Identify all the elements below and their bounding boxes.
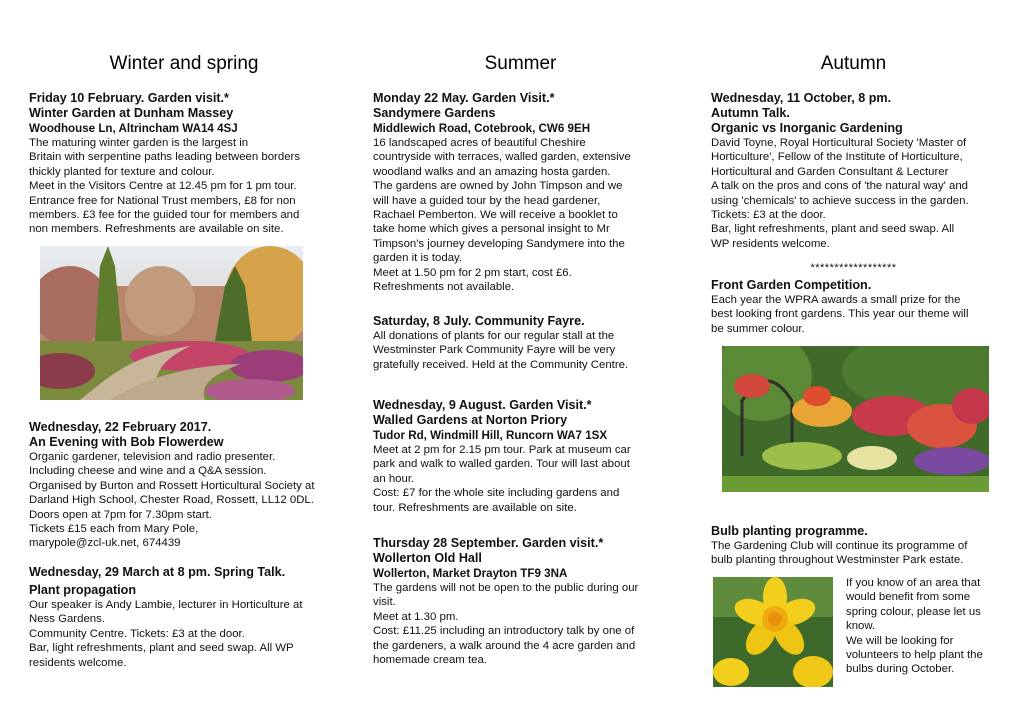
event-body: 16 landscaped acres of beautiful Cheshire countryside with terraces, walled garden, extensive woodland walks and an amazing hosta garden. The gardens are owned by John Timpson and we will have a guided tour by the head gardener, Rachael Pemberton. We will receive a booklet to take home which gives a personal insight to Mr Timpson's journey developing Sandymere into the garden it is today. Meet at 1.50 pm for 2 pm start, cost £6. Refreshments not available.	[373, 137, 631, 294]
event-dunham-massey	[29, 91, 339, 237]
event-body: David Toyne, Royal Horticultural Society 'Master of Horticulture', Fellow of the Institute of Horticulture, Horticultural and Garden Consultant & Lecturer A talk on the pros and cons of 'the natural way' and using 'chemicals' to achieve success in the garden. Tickets: £3 at the door. Bar, light refreshments, plant and seed swap. All WP residents welcome.	[711, 137, 969, 250]
event-subtitle: Wollerton Old Hall	[373, 551, 482, 565]
event-subtitle: Walled Gardens at Norton Priory	[373, 413, 568, 427]
event-sandymere	[373, 91, 668, 294]
event-body: The gardens will not be open to the public during our visit. Meet at 1.30 pm. Cost: £11.25 including an introductory talk by one of the gardeners, a walk around the 4 acre garden and homemade cream tea.	[373, 582, 639, 667]
event-title: Front Garden Competition.	[711, 278, 872, 292]
bulb-volunteer-note	[846, 576, 996, 677]
event-bob-flowerdew	[29, 420, 339, 551]
event-bulb-planting	[711, 524, 996, 568]
event-front-garden	[711, 278, 996, 336]
event-title: Wednesday, 29 March at 8 pm. Spring Talk.	[29, 565, 286, 579]
event-address: Wollerton, Market Drayton TF9 3NA	[373, 567, 568, 580]
event-body: Each year the WPRA awards a small prize for the best looking front gardens. This year our theme will be summer colour.	[711, 294, 969, 335]
event-body: Meet at 2 pm for 2.15 pm tour. Park at museum car park and walk to walled garden. Tour will last about an hour. Cost: £7 for the whole site including gardens and tour. Refreshments are available on site.	[373, 444, 631, 514]
event-address: Tudor Rd, Windmill Hill, Runcorn WA7 1SX	[373, 429, 608, 442]
event-plant-propagation	[29, 565, 339, 670]
event-body: The Gardening Club will continue its programme of bulb planting throughout Westminster Park estate.	[711, 540, 968, 567]
event-subtitle: An Evening with Bob Flowerdew	[29, 435, 224, 449]
event-subtitle: Plant propagation	[29, 583, 137, 597]
event-title: Monday 22 May. Garden Visit.*	[373, 91, 555, 105]
section-divider: ******************	[810, 262, 897, 274]
event-body: All donations of plants for our regular stall at the Westminster Park Community Fayre will be very gratefully received. Held at the Community Centre.	[373, 330, 629, 371]
event-topic: Organic vs Inorganic Gardening	[711, 121, 903, 135]
column-summer	[373, 0, 668, 719]
daffodil-photo	[713, 577, 833, 687]
event-title: Wednesday, 11 October, 8 pm.	[711, 91, 892, 105]
event-address: Woodhouse Ln, Altrincham WA14 4SJ	[29, 122, 238, 135]
column-winter-spring	[29, 0, 339, 719]
event-title: Wednesday, 22 February 2017.	[29, 420, 212, 434]
event-title: Friday 10 February. Garden visit.*	[29, 91, 229, 105]
event-subtitle: Autumn Talk.	[711, 106, 790, 120]
column-heading: Winter and spring	[109, 53, 259, 74]
event-subtitle: Winter Garden at Dunham Massey	[29, 106, 234, 120]
event-address: Middlewich Road, Cotebrook, CW6 9EH	[373, 122, 591, 135]
event-title: Bulb planting programme.	[711, 524, 868, 538]
event-title: Saturday, 8 July. Community Fayre.	[373, 314, 585, 328]
event-norton-priory	[373, 398, 668, 515]
front-garden-photo	[722, 346, 989, 492]
event-autumn-talk	[711, 91, 996, 251]
column-autumn	[711, 0, 996, 719]
event-body: The maturing winter garden is the largest in Britain with serpentine paths leading between borders thickly planted for texture and colour. Meet in the Visitors Centre at 12.45 pm for 1 pm tour. Entrance free for National Trust members, £8 for non members. £3 fee for the guided tour for members and non members. Refreshments are available on site.	[29, 137, 301, 236]
event-subtitle: Sandymere Gardens	[373, 106, 496, 120]
event-title: Wednesday, 9 August. Garden Visit.*	[373, 398, 592, 412]
event-body: Organic gardener, television and radio presenter. Including cheese and wine and a Q&A session. Organised by Burton and Rossett Horticultural Society at Darland High School, Chester Road, Rossett, LL12 0DL. Doors open at 7pm for 7.30pm start. Tickets £15 each from Mary Pole, marypole@zcl-uk.net, 674439	[29, 451, 315, 550]
column-heading: Autumn	[820, 53, 887, 74]
event-body: Our speaker is Andy Lambie, lecturer in Horticulture at Ness Gardens. Community Centre. Tickets: £3 at the door. Bar, light refreshments, plant and seed swap. All WP residents welcome.	[29, 599, 303, 669]
event-title: Thursday 28 September. Garden visit.*	[373, 536, 604, 550]
winter-garden-photo	[40, 246, 303, 400]
event-community-fayre	[373, 314, 668, 372]
note-body: If you know of an area that would benefit from some spring colour, please let us know. We will be looking for volunteers to help plant the bulbs during October.	[846, 577, 983, 676]
column-heading: Summer	[484, 53, 557, 74]
event-wollerton	[373, 536, 668, 667]
